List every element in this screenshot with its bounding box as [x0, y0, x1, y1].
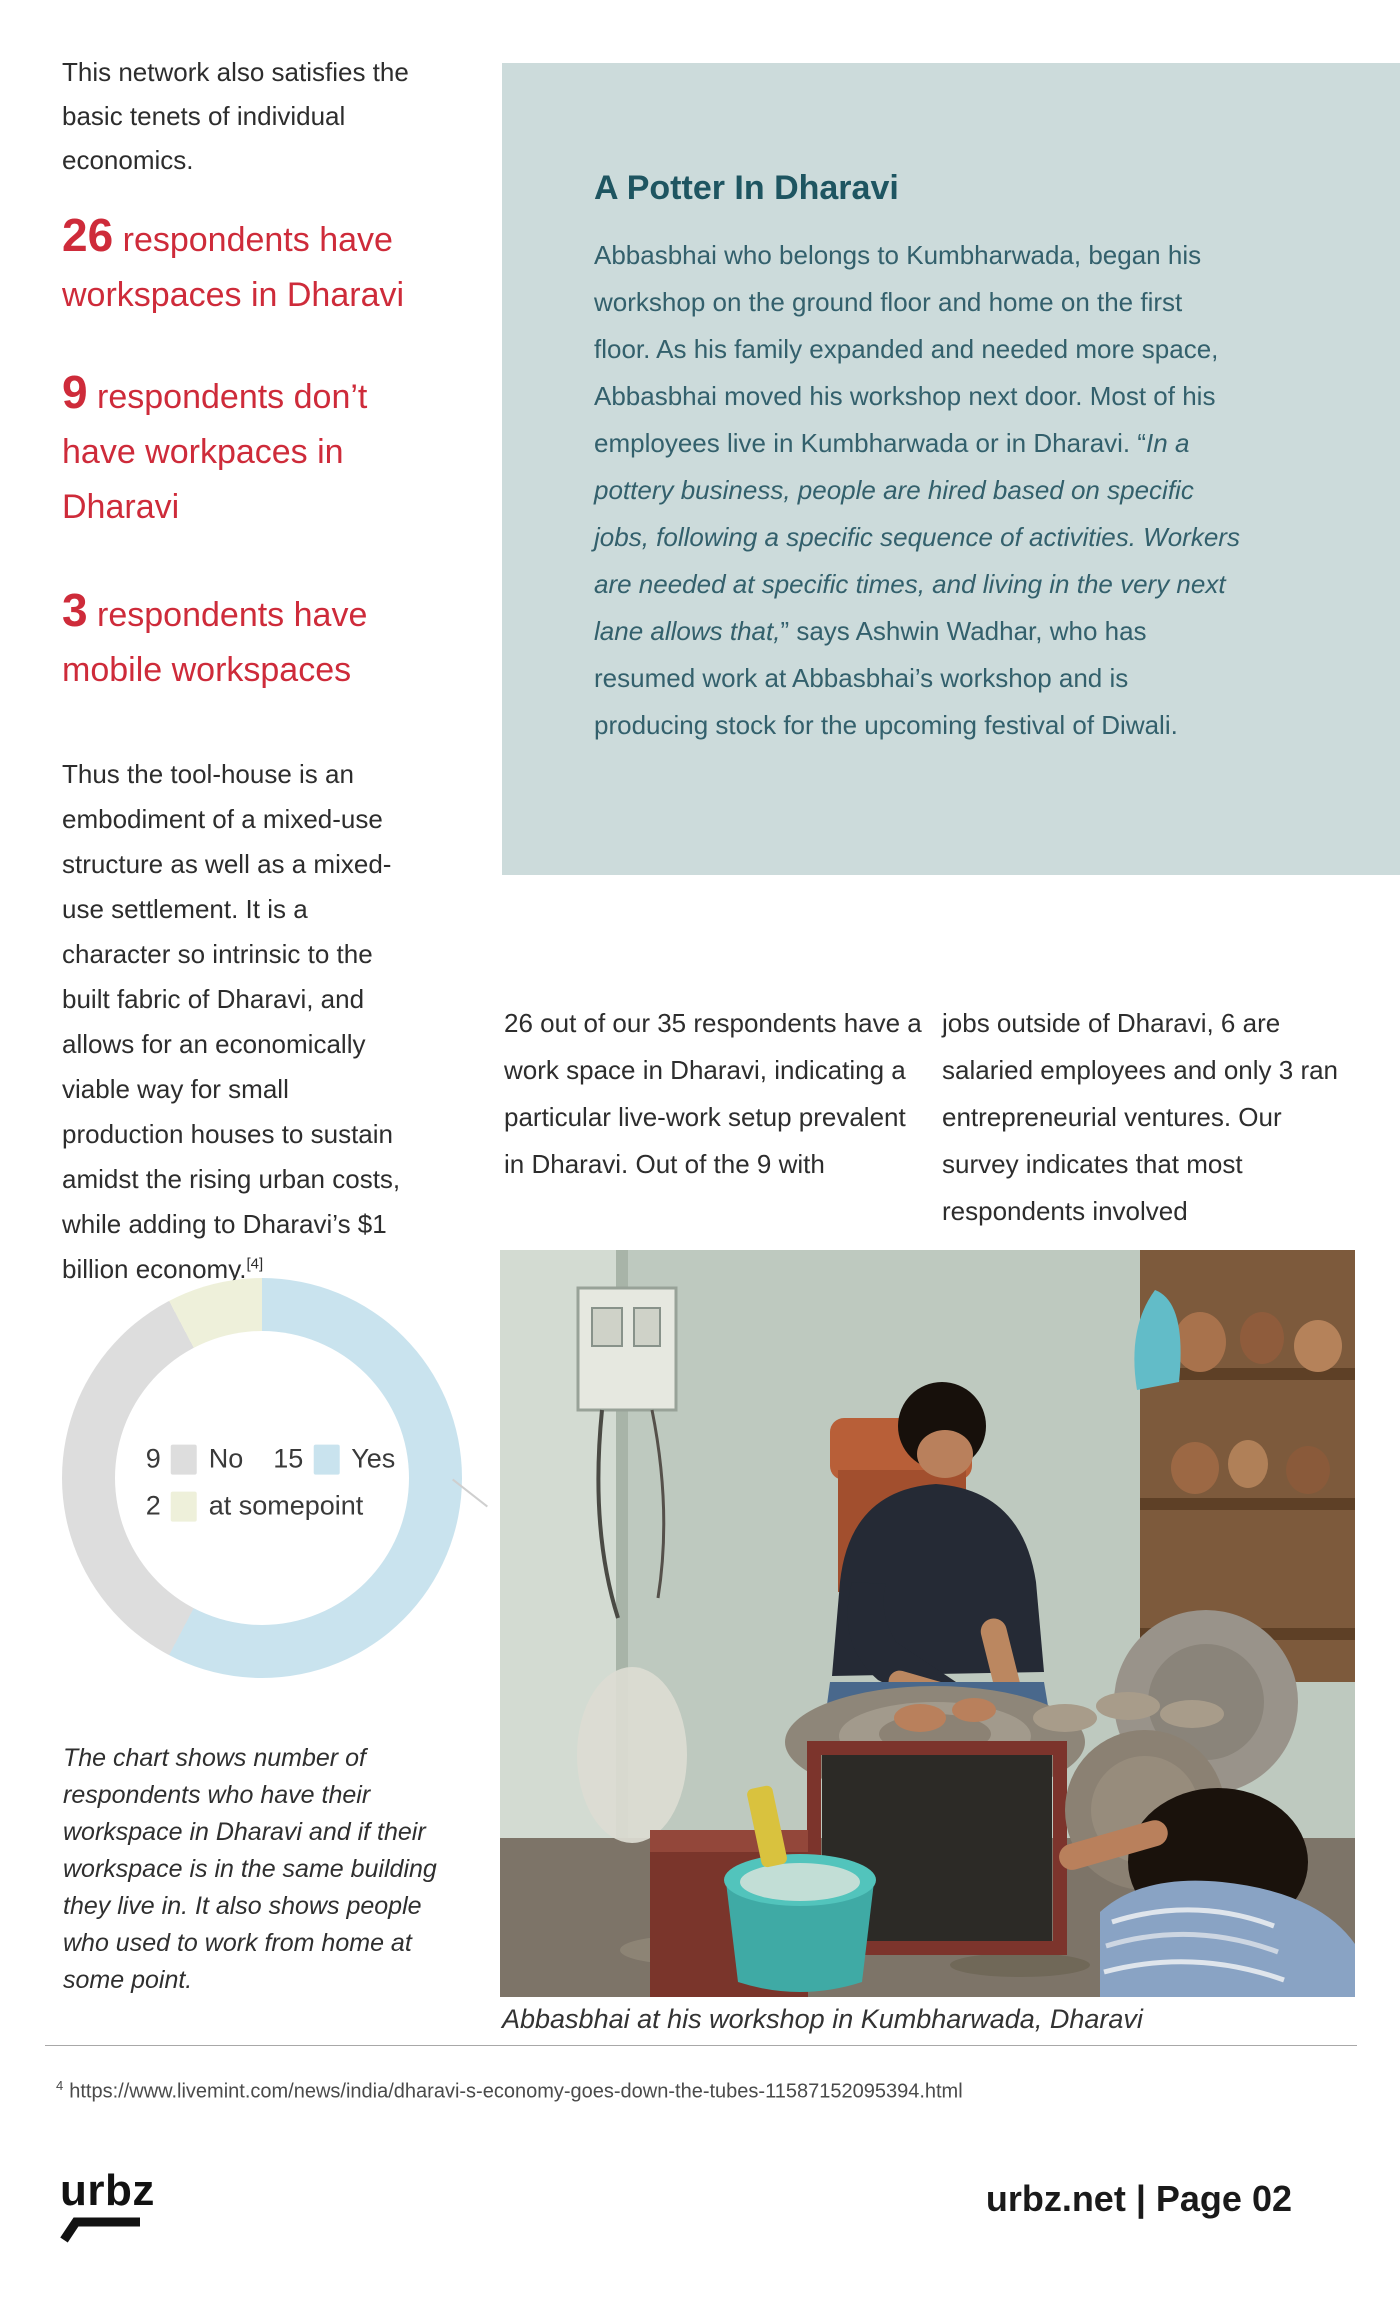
callout-body-start: Abbasbhai who belongs to Kumbharwada, began his workshop on the ground floor and home on the first floor. As his family expanded and needed more space, Abbasbhai moved his workshop next door. Most of his employees live in Kumbharwada or in Dharavi. “: [594, 240, 1219, 458]
workshop-photo: [500, 1250, 1355, 1997]
stat-workspaces-in-dharavi: [62, 208, 414, 323]
stat-number: 3: [62, 584, 88, 636]
legend-row: [129, 1444, 396, 1475]
callout-body: [594, 232, 1240, 749]
column-1-text: 26 out of our 35 respondents have a work space in Dharavi, indicating a particular live-work setup prevalent in Dharavi. Out of the 9 with: [504, 1008, 922, 1179]
stat-text: respondents don’t have workpaces in Dharavi: [62, 378, 368, 526]
stat-no-workspaces: [62, 365, 414, 535]
intro-text: This network also satisfies the basic tenets of individual economics.: [62, 57, 409, 175]
chart-caption: The chart shows number of respondents who have their workspace in Dharavi and if their workspace is in the same building they live in. It also shows people who used to work from home at some point.: [63, 1744, 437, 1994]
footnote-reference: [4]: [246, 1255, 264, 1273]
stat-number: 9: [62, 366, 88, 418]
stat-text: respondents have workspaces in Dharavi: [62, 221, 405, 314]
legend-swatch-no: [171, 1444, 197, 1474]
legend-swatch-yes: [313, 1444, 339, 1474]
potter-callout-box: [502, 63, 1400, 875]
stat-number: 26: [62, 209, 114, 261]
legend-value-yes: 15: [273, 1443, 304, 1474]
legend-label-somepoint: at somepoint: [208, 1490, 364, 1521]
workspace-donut-chart: [62, 1278, 462, 1678]
footnote-divider: [45, 2045, 1357, 2046]
legend-row: [129, 1491, 396, 1522]
urbz-logo: [60, 2168, 170, 2251]
photo-caption: Abbasbhai at his workshop in Kumbharwada, Dharavi: [502, 2004, 1143, 2034]
footnote-url: https://www.livemint.com/news/india/dharavi-s-economy-goes-down-the-tubes-11587152095394.html: [69, 2080, 963, 2103]
footnote-marker: 4: [56, 2078, 64, 2093]
legend-label-yes: Yes: [351, 1443, 396, 1474]
legend-label-no: No: [208, 1443, 244, 1474]
legend-swatch-somepoint: [171, 1491, 197, 1521]
column-2-text: jobs outside of Dharavi, 6 are salaried employees and only 3 ran entrepreneurial ventures. Our survey indicates that most respondents involved: [942, 1008, 1339, 1226]
pottery-shelves: [1134, 1250, 1355, 1682]
legend-value-no: 9: [145, 1443, 161, 1474]
water-bucket: [724, 1854, 876, 1992]
callout-quote: In a pottery business, people are hired based on specific jobs, following a specific sequence of activities. Workers are needed at specific times, and living in the very next lane allows that,: [594, 428, 1240, 646]
callout-title: A Potter In Dharavi: [594, 169, 899, 207]
callout-body-end: ” says Ashwin Wadhar, who has resumed work at Abbasbhai’s workshop and is producing stock for the upcoming festival of Diwali.: [594, 616, 1178, 740]
footnote: [56, 2078, 963, 2104]
stat-mobile-workspaces: [62, 583, 414, 698]
stat-text: respondents have mobile workspaces: [62, 596, 368, 689]
donut-hole: [115, 1331, 409, 1625]
tool-house-paragraph: Thus the tool-house is an embodiment of a mixed-use structure as well as a mixed-use settlement. It is a character so intrinsic to the built fabric of Dharavi, and allows for an economically viable way for small production houses to sustain amidst the rising urban costs, while adding to Dharavi’s $1 billion economy.[4]: [62, 759, 401, 1284]
urbz-logo-text: urbz: [60, 2166, 155, 2215]
donut-legend: [129, 1444, 396, 1522]
left-column: [62, 50, 414, 1292]
urbz-logo-mark: [60, 2214, 146, 2246]
footer-page-info: urbz.net | Page 02: [985, 2178, 1292, 2219]
workshop-photo-art: [500, 1250, 1355, 1997]
legend-value-somepoint: 2: [145, 1490, 161, 1521]
